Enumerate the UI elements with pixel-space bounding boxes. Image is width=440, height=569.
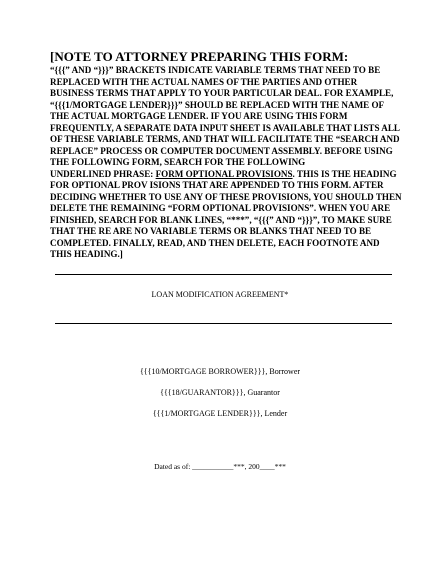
- underlined-phrase-suffix: . THIS IS THE HEADING: [292, 168, 397, 179]
- note-body: [50, 65, 400, 261]
- note-line: OF THESE VARIABLE TERMS, AND THAT WILL FACILITATE THE “SEARCH AND: [50, 134, 400, 144]
- note-line: THIS HEADING.]: [50, 249, 123, 259]
- dated-as-of: Dated as of: ___________***, 200____***: [154, 462, 286, 471]
- note-line: FREQUENTLY, A SEPARATE DATA INPUT SHEET IS AVAILABLE THAT LISTS ALL: [50, 122, 400, 133]
- note-line: THE FOLLOWING FORM, SEARCH FOR THE FOLLOWING: [50, 157, 306, 167]
- underlined-phrase: FORM OPTIONAL PROVISIONS: [155, 168, 293, 179]
- party-lender: {{{1/MORTGAGE LENDER}}}, Lender: [152, 409, 288, 418]
- note-line: DECIDING WHETHER TO USE ANY OF THESE PROVISIONS, YOU SHOULD THEN: [50, 191, 402, 202]
- note-line: COMPLETED. FINALLY, READ, AND THEN DELETE, EACH FOOTNOTE AND: [50, 237, 380, 248]
- title-rule-top: [55, 274, 392, 275]
- note-line: REPLACE” PROCESS OR COMPUTER DOCUMENT ASSEMBLY. BEFORE USING: [50, 145, 393, 156]
- note-line: REPLACED WITH THE ACTUAL NAMES OF THE PARTIES AND OTHER: [50, 76, 358, 87]
- underlined-phrase-prefix: UNDERLINED PHRASE:: [50, 168, 156, 179]
- note-line: THAT THE RE ARE NO VARIABLE TERMS OR BLANKS THAT NEED TO BE: [50, 226, 372, 236]
- note-line: “{{{” AND “}}}” BRACKETS INDICATE VARIABLE TERMS THAT NEED TO BE: [50, 65, 381, 75]
- note-line: FOR OPTIONAL PROV ISIONS THAT ARE APPENDED TO THIS FORM. AFTER: [50, 180, 384, 190]
- note-line: “{{{1/MORTGAGE LENDER}}}” SHOULD BE REPLACED WITH THE NAME OF: [50, 99, 385, 110]
- party-guarantor: {{{18/GUARANTOR}}}, Guarantor: [160, 388, 280, 397]
- note-line: FINISHED, SEARCH FOR BLANK LINES, “***”, “{{{” AND “}}}”, TO MAKE SURE: [50, 214, 392, 225]
- note-line: BUSINESS TERMS THAT APPLY TO YOUR PARTICULAR DEAL. FOR EXAMPLE,: [50, 88, 394, 98]
- note-line: THE ACTUAL MORTGAGE LENDER. IF YOU ARE USING THIS FORM: [50, 111, 348, 121]
- note-line: DELETE THE REMAINING “FORM OPTIONAL PROVISIONS”. WHEN YOU ARE: [50, 203, 391, 213]
- title-rule-bottom: [55, 323, 392, 324]
- note-line-underlined-phrase: [50, 169, 400, 181]
- agreement-title: LOAN MODIFICATION AGREEMENT*: [151, 290, 289, 299]
- party-borrower: {{{10/MORTGAGE BORROWER}}}, Borrower: [139, 367, 301, 376]
- note-heading: [NOTE TO ATTORNEY PREPARING THIS FORM:: [50, 49, 349, 64]
